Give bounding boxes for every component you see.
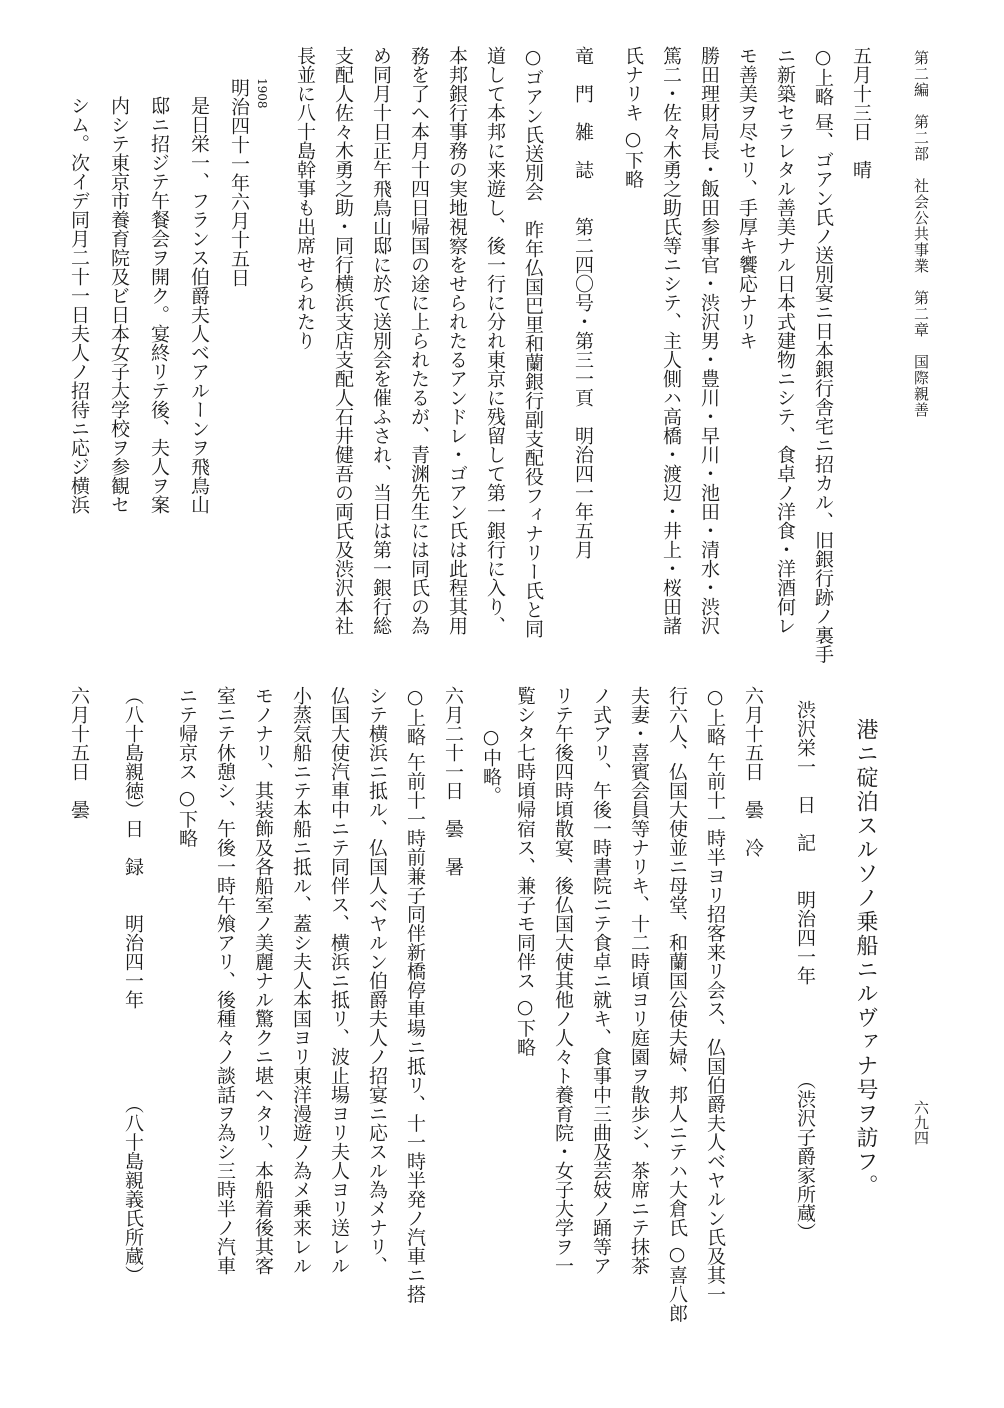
lower-line-15: 小蒸気船ニテ本船ニ抵ル、蓋シ夫人本国ヨリ東洋漫遊ノ為メ乗来レル <box>290 686 312 1275</box>
upper-line-12: 務を了へ本月十四日帰国の途に上られたるが、青渊先生には同氏の為 <box>408 46 430 635</box>
lower-line-2: 渋沢栄一 日 記 明治四一年 （渋沢子爵家所蔵） <box>794 700 816 1242</box>
upper-line-11: 本邦銀行事務の実地視察をせられたるアンドレ・ゴアン氏は此程其用 <box>446 46 468 635</box>
lower-line-5: 行六人、仏国大使並ニ母堂、和蘭国公使夫婦、邦人ニテハ大倉氏 ○喜八郎 <box>666 686 688 1323</box>
lower-line-11: 六月二十一日 曇 暑 <box>442 686 464 876</box>
upper-line-17: 是日栄一、フランス伯爵夫人ベアルーンヲ飛鳥山 <box>188 96 210 514</box>
lower-line-6: 夫妻・喜賓会員等ナリキ、十二時頃ヨリ庭園ヲ散歩シ、茶席ニテ抹茶 <box>628 686 650 1275</box>
lower-line-1: 港ニ碇泊スルソノ乗船ニルヴァナ号ヲ訪フ。 <box>853 718 878 1198</box>
lower-line-9: 覧シタ七時頃帰宿ス、兼子モ同伴ス ○下略 <box>514 686 536 1057</box>
upper-line-1: 五月十三日 晴 <box>850 46 872 179</box>
year-label: 1908 <box>255 78 269 109</box>
upper-line-8: 竜 門 雑 誌 第二四〇号・第三一頁 明治四一年五月 <box>572 46 594 559</box>
upper-line-3: ニ新築セラレタル善美ナル日本式建物ニシテ、食卓ノ洋食・洋酒何レ <box>774 46 796 635</box>
upper-line-2: ○上略 昼、ゴアン氏ノ送別宴ニ日本銀行舎宅ニ招カル、旧銀行跡ノ裏手 <box>812 46 834 664</box>
upper-line-20: シム。次イデ同月二十一日夫人ノ招待ニ応ジ横浜 <box>68 96 90 514</box>
lower-line-20: 六月十五日 曇 <box>68 686 90 819</box>
lower-line-12: ○上略 午前十一時前兼子同伴新橋停車場ニ抵リ、十一時半発ノ汽車ニ搭 <box>404 686 426 1304</box>
upper-line-9: ○ゴアン氏送別会 昨年仏国巴里和蘭銀行副支配役フィナリー氏と同 <box>522 46 544 638</box>
upper-line-15: 長並に八十島幹事も出席せられたり <box>294 46 316 350</box>
page-number: 六九四 <box>912 1100 930 1145</box>
upper-line-4: モ善美ヲ尽セリ、手厚キ饗応ナリキ <box>736 46 758 350</box>
lower-line-17: 室ニテ休憩シ、午後一時午飧アリ、後種々ノ談話ヲ為シ三時半ノ汽車 <box>214 686 236 1275</box>
lower-line-8: リテ午後四時頃散宴、後仏国大使其他ノ人々ト養育院・女子大学ヲ一 <box>552 686 574 1275</box>
upper-line-6: 篤二・佐々木勇之助氏等ニシテ、主人側ハ高橋・渡辺・井上・桜田諸 <box>660 46 682 635</box>
lower-line-18: ニテ帰京ス ○下略 <box>176 686 198 848</box>
upper-line-18: 邸ニ招ジテ午餐会ヲ開ク。宴終リテ後、夫人ヲ案 <box>148 96 170 514</box>
lower-line-13: シテ横浜ニ抵ル、仏国人ベヤルン伯爵夫人ノ招宴ニ応スル為メナリ、 <box>366 686 388 1275</box>
upper-line-19: 内シテ東京市養育院及ビ日本女子大学校ヲ参観セ <box>108 96 130 514</box>
lower-line-16: モノナリ、其装飾及各船室ノ美麗ナル驚クニ堪ヘタリ、本船着後其客 <box>252 686 274 1275</box>
running-header: 第二編 第二部 社会公共事業 第二章 国際親善 <box>912 50 930 418</box>
lower-line-3: 六月十五日 曇 冷 <box>742 686 764 857</box>
lower-line-19: （八十島親徳）日 録 明治四一年 （八十島親義氏所蔵） <box>122 686 144 1285</box>
lower-line-7: ノ式アリ、午後一時書院ニテ食卓ニ就キ、食事中三曲及芸妓ノ踊等ア <box>590 686 612 1275</box>
lower-line-14: 仏国大使汽車中ニテ同伴ス、横浜ニ抵リ、波止場ヨリ夫人ヨリ送レル <box>328 686 350 1275</box>
upper-line-5: 勝田理財局長・飯田参事官・渋沢男・豊川・早川・池田・清水・渋沢 <box>698 46 720 635</box>
upper-line-7: 氏ナリキ ○下略 <box>622 46 644 189</box>
lower-line-10: ○中略。 <box>480 726 502 805</box>
upper-line-14: 支配人佐々木勇之助・同行横浜支店支配人石井健吾の両氏及渋沢本社 <box>332 46 354 635</box>
upper-line-16: 明治四十一年六月十五日 <box>228 78 250 287</box>
lower-line-4: ○上略 午前十一時半ヨリ招客来リ会ス、仏国伯爵夫人ベヤルン氏及其一 <box>704 686 726 1304</box>
upper-line-10: 道して本邦に来遊し、後一行に分れ東京に残留して第一銀行に入り、 <box>484 46 506 635</box>
upper-line-13: め同月十日正午飛鳥山邸に於て送別会を催ふされ、当日は第一銀行総 <box>370 46 392 635</box>
